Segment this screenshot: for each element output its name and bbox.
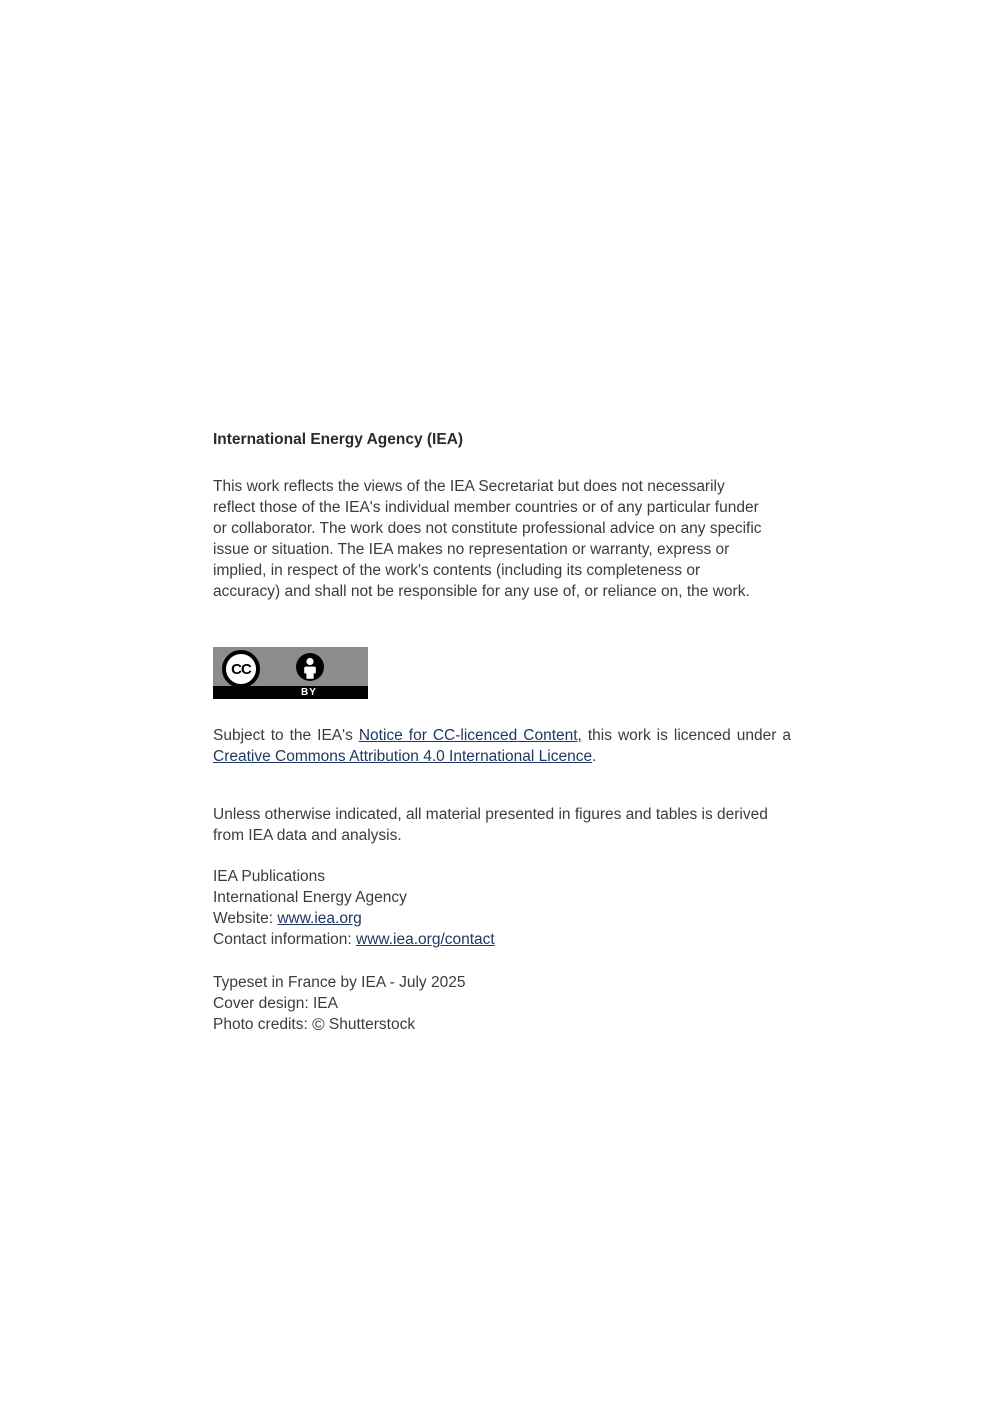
typeset-line: Typeset in France by IEA - July 2025 (213, 974, 466, 991)
notice-cc-content-link[interactable]: Notice for CC-licenced Content, (358, 727, 582, 744)
page-title: International Energy Agency (IEA) (213, 431, 464, 448)
publications-line-2: International Energy Agency (213, 889, 407, 906)
cc-person-icon (296, 653, 324, 681)
disclaimer-paragraph: This work reflects the views of the IEA Secretariat but does not necessarily reflect those of the IEA's individual member countries or of any particular funder or collaborator. The work does not constitute professional advice on any specific issue or situation. The IEA makes no representation or warranty, express or implied, in respect of the work's contents (including its completeness or accuracy) and shall not be responsible for any use of, or reliance on, the work. (213, 478, 762, 600)
cc-attribution-licence-link[interactable]: Creative Commons Attribution 4.0 International Licence (213, 748, 593, 765)
contact-label: Contact information: (213, 931, 357, 948)
materials-note-paragraph: Unless otherwise indicated, all material presented in figures and tables is derived from IEA data and analysis. (213, 806, 768, 844)
cc-by-strip (213, 686, 368, 699)
publications-block (213, 866, 791, 950)
publications-line-1: IEA Publications (213, 868, 326, 885)
cc-by-licence-badge[interactable] (213, 647, 368, 699)
photo-credits-label: Photo credits: (213, 1016, 313, 1033)
copyright-icon: © (312, 1015, 325, 1034)
cover-design-line: Cover design: IEA (213, 995, 338, 1012)
photo-credits-line (213, 1014, 791, 1035)
cc-logo-icon: CC (222, 650, 260, 688)
website-line (213, 908, 791, 929)
licence-paragraph (213, 725, 791, 767)
photo-credits-value: Shutterstock (324, 1016, 416, 1033)
website-label: Website: (213, 910, 278, 927)
licence-text-3: . (592, 748, 597, 765)
colophon-block (213, 972, 791, 1035)
content-block (213, 430, 791, 1035)
website-link[interactable]: www.iea.org (277, 910, 362, 927)
contact-link[interactable]: www.iea.org/contact (356, 931, 495, 948)
licence-text-2: this work is licenced under a (581, 727, 791, 744)
licence-text-1: Subject to the IEA's (213, 727, 359, 744)
contact-line (213, 929, 791, 950)
cc-by-label: BY (301, 687, 317, 698)
